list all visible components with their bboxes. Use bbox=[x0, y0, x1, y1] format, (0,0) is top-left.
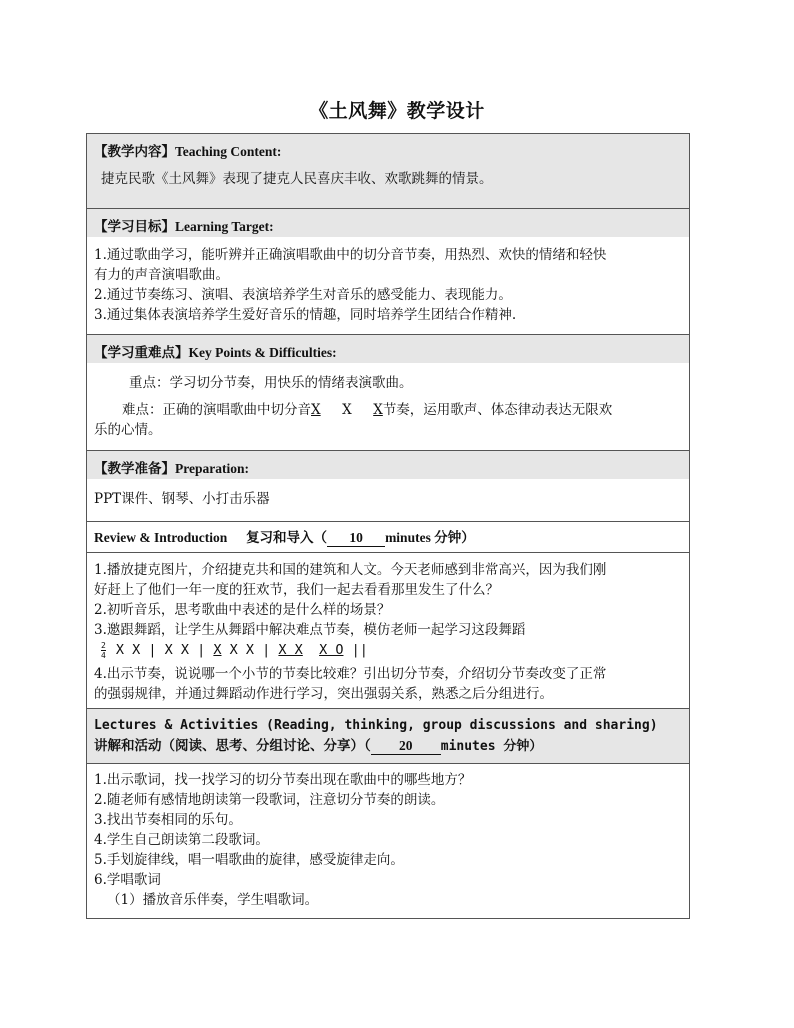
rhythm-pattern bbox=[116, 642, 368, 658]
content-header: 【教学内容】Teaching Content: bbox=[87, 134, 689, 162]
page-title: 《土风舞》教学设计 bbox=[309, 100, 485, 122]
keypoints-header: 【学习重难点】Key Points & Difficulties: bbox=[87, 335, 689, 363]
content-section bbox=[87, 134, 690, 209]
target-item: 3.通过集体表演培养学生爱好音乐的情趣，同时培养学生团结合作精神. bbox=[94, 307, 517, 323]
rhythm-segment: X bbox=[213, 642, 222, 658]
review-item: 好赶上了他们一年一度的狂欢节，我们一起去看看那里发生了什么？ bbox=[94, 582, 499, 598]
content-text: 捷克民歌《土风舞》表现了捷克人民喜庆丰收、欢歌跳舞的情景。 bbox=[101, 171, 493, 187]
lecture-item: 1.出示歌词，找一找学习的切分节奏出现在歌曲中的哪些地方？ bbox=[94, 772, 472, 788]
target-item: 1.通过歌曲学习，能听辨并正确演唱歌曲中的切分音节奏，用热烈、欢快的情绪和轻快 bbox=[94, 247, 607, 263]
lectures-header: Lectures & Activities (Reading, thinking, group discussions and sharing) 讲解和活动（阅读、思考、分组讨论、分享）（ 20 minutes 分钟） bbox=[87, 709, 689, 757]
lecture-item: 3.找出节奏相同的乐句。 bbox=[94, 812, 242, 828]
prep-header: 【教学准备】Preparation: bbox=[87, 451, 689, 479]
rhythm-segment: X X | bbox=[221, 642, 279, 658]
review-header-row bbox=[87, 522, 690, 553]
target-header: 【学习目标】Learning Target: bbox=[87, 209, 689, 237]
review-section bbox=[87, 553, 690, 709]
review-item: 3.邀跟舞蹈，让学生从舞蹈中解决难点节奏，模仿老师一起学习这段舞蹈 bbox=[94, 622, 526, 638]
difficulty-line-2: 乐的心情。 bbox=[94, 422, 162, 438]
lectures-section bbox=[87, 764, 690, 919]
review-header: Review & Introduction 复习和导入（ 10 minutes 分钟） bbox=[94, 530, 475, 546]
lecture-subitem: （1）播放音乐伴奏，学生唱歌词。 bbox=[107, 892, 319, 908]
review-item: 的强弱规律，并通过舞蹈动作进行学习，突出强弱关系，熟悉之后分组进行。 bbox=[94, 686, 553, 702]
rhythm-segment: X O bbox=[319, 642, 344, 658]
time-signature: $\frac{2}{4}$ bbox=[101, 640, 106, 660]
lectures-header-row bbox=[87, 709, 690, 764]
target-section bbox=[87, 209, 690, 335]
prep-text: PPT课件、钢琴、小打击乐器 bbox=[94, 491, 270, 507]
rhythm-segment: X X | X X | bbox=[115, 642, 214, 658]
review-item: 1.播放捷克图片，介绍捷克共和国的建筑和人文。今天老师感到非常高兴，因为我们刚 bbox=[94, 562, 607, 578]
lecture-item: 4.学生自己朗读第二段歌词。 bbox=[94, 832, 269, 848]
review-item: 2.初听音乐，思考歌曲中表述的是什么样的场景？ bbox=[94, 602, 391, 618]
lesson-plan-table bbox=[86, 133, 690, 919]
rhythm-segment: X X bbox=[278, 642, 303, 658]
prep-section bbox=[87, 451, 690, 522]
keypoints-section bbox=[87, 335, 690, 451]
target-item: 有力的声音演唱歌曲。 bbox=[94, 267, 229, 283]
lecture-item: 6.学唱歌词 bbox=[94, 872, 161, 888]
rhythm-notation bbox=[87, 640, 689, 664]
target-item: 2.通过节奏练习、演唱、表演培养学生对音乐的感受能力、表现能力。 bbox=[94, 287, 512, 303]
lecture-item: 5.手划旋律线，唱一唱歌曲的旋律，感受旋律走向。 bbox=[94, 852, 404, 868]
lecture-item: 2.随老师有感情地朗读第一段歌词，注意切分节奏的朗读。 bbox=[94, 792, 445, 808]
review-item: 4.出示节奏，说说哪一个小节的节奏比较难？引出切分节奏，介绍切分节奏改变了正常 bbox=[94, 666, 607, 682]
difficulty-line: 难点：正确的演唱歌曲中切分音X X X节奏，运用歌声、体态律动表达无限欢 bbox=[122, 402, 613, 418]
rhythm-segment bbox=[303, 642, 319, 658]
key-point: 重点：学习切分节奏，用快乐的情绪表演歌曲。 bbox=[129, 375, 413, 391]
rhythm-segment: || bbox=[343, 642, 368, 658]
